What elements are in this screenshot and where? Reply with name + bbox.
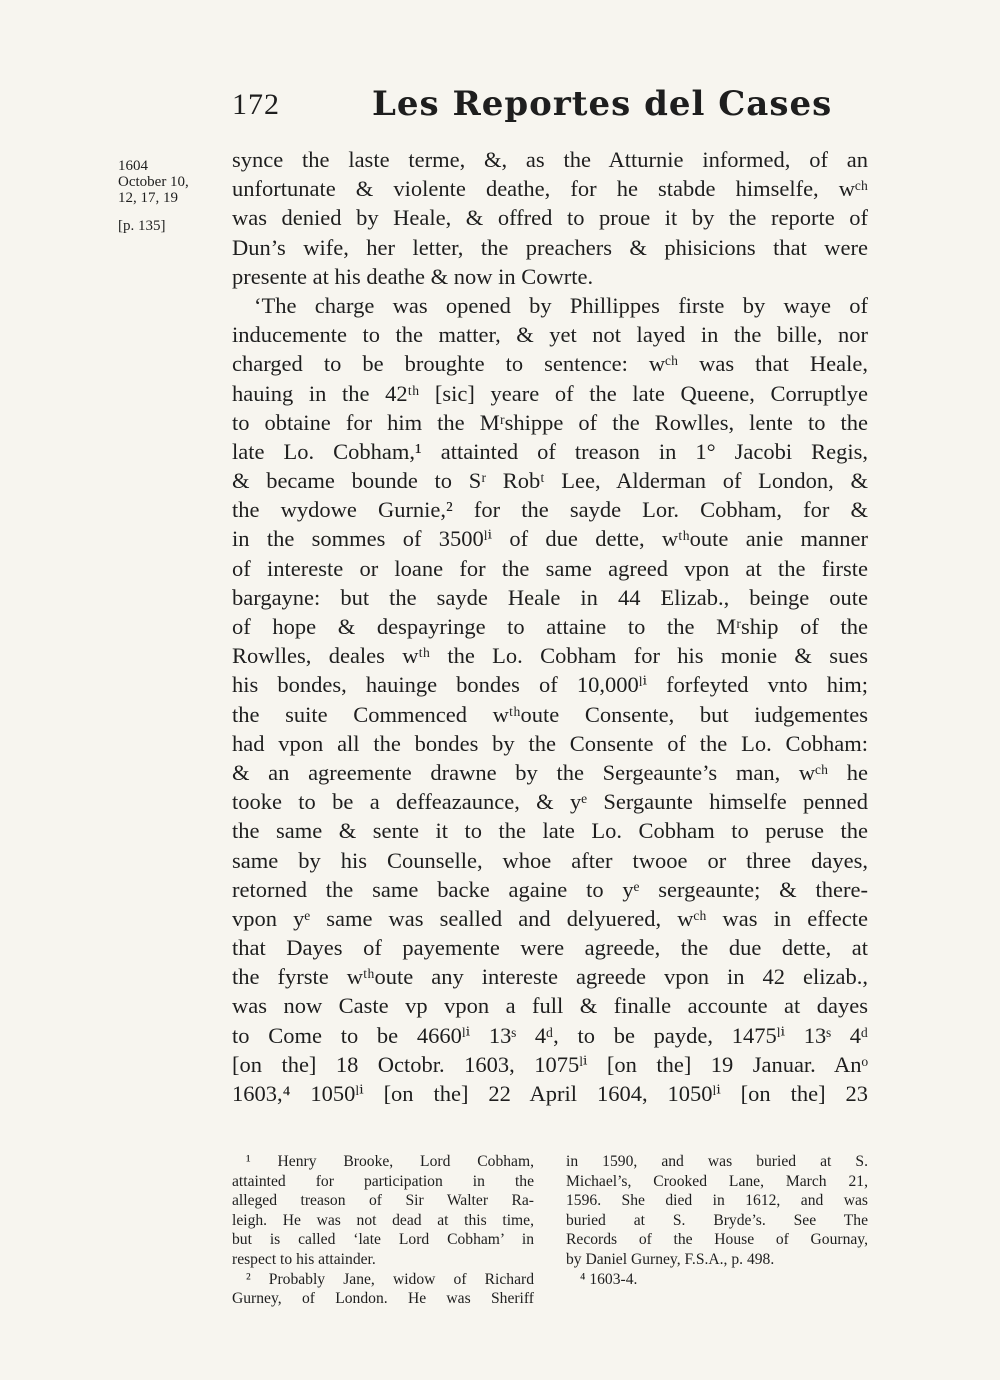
footnote-line: ⁴ 1603-4. — [580, 1270, 638, 1288]
text-line: & an agreemente drawne by the Sergeaunte’s man, wᶜʰ he — [232, 759, 868, 785]
footnote-line: leigh. He was not dead at this time, — [232, 1211, 534, 1229]
text-line: inducemente to the matter, & yet not layed in the bille, nor — [232, 322, 868, 348]
text-line: vpon yᵉ same was sealled and delyuered, wᶜʰ was in effecte — [232, 905, 868, 931]
footnote-line: but is called ‘late Lord Cobham’ in — [232, 1231, 534, 1249]
text-line: [on the] 18 Octobr. 1603, 1075ˡⁱ [on the] 19 Januar. Anᵒ — [232, 1051, 868, 1077]
page-number: 172 — [232, 88, 280, 121]
text-line: bargayne: but the sayde Heale in 44 Elizab., beinge oute — [232, 584, 868, 610]
body-text — [232, 145, 868, 1108]
text-line: ‘The charge was opened by Phillippes firste by waye of — [254, 292, 868, 318]
text-line: charged to be broughte to sentence: wᶜʰ was that Heale, — [232, 351, 868, 377]
text-line: was now Caste vp vpon a full & finalle accounte at dayes — [232, 993, 868, 1019]
text-line: the suite Commenced wᵗʰoute Consente, but iudgementes — [232, 701, 868, 727]
text-line: Rowlles, deales wᵗʰ the Lo. Cobham for his monie & sues — [232, 643, 868, 669]
running-title: Les Reportes del Cases — [372, 84, 833, 124]
margin-dates-line1: October 10, — [118, 174, 189, 190]
footnote-line: 1596. She died in 1612, and was — [566, 1192, 868, 1210]
footnote-line: Michael’s, Crooked Lane, March 21, — [566, 1172, 868, 1190]
text-line: of intereste or loane for the same agreed vpon at the firste — [232, 555, 868, 581]
text-line: late Lo. Cobham,¹ attainted of treason in 1° Jacobi Regis, — [232, 438, 868, 464]
text-line: hauing in the 42ᵗʰ [sic] yeare of the late Queene, Corruptlye — [232, 380, 868, 406]
footnote-line: alleged treason of Sir Walter Ra- — [232, 1192, 534, 1210]
text-line: the fyrste wᵗʰoute any intereste agreede vpon in 42 elizab., — [232, 964, 868, 990]
margin-notes — [118, 158, 218, 234]
footnotes — [232, 1152, 868, 1309]
text-line: the wydowe Gurnie,² for the sayde Lor. Cobham, for & — [232, 497, 868, 523]
text-line: was denied by Heale, & offred to proue it by the reporte of — [232, 205, 868, 231]
footnote-line: buried at S. Bryde’s. See The — [566, 1211, 868, 1229]
text-line: to obtaine for him the Mʳshippe of the Rowlles, lente to the — [232, 409, 868, 435]
text-line: had vpon all the bondes by the Consente of the Lo. Cobham: — [232, 730, 868, 756]
footnote-line: Gurney, of London. He was Sheriff — [232, 1290, 534, 1308]
margin-dates-line2: 12, 17, 19 — [118, 190, 178, 206]
text-line: that Dayes of payemente were agreede, the due dette, at — [232, 935, 868, 961]
footnotes-left-column — [232, 1152, 534, 1309]
text-line: & became bounde to Sʳ Robᵗ Lee, Alderman of London, & — [232, 468, 868, 494]
text-line: tooke to be a deffeazaunce, & yᵉ Sergaunte himselfe penned — [232, 789, 868, 815]
text-line: the same & sente it to the late Lo. Cobham to peruse the — [232, 818, 868, 844]
footnote-line: in 1590, and was buried at S. — [566, 1153, 868, 1170]
text-line: Dun’s wife, her letter, the preachers & phisicions that were — [232, 234, 868, 260]
text-line: unfortunate & violente deathe, for he stabde himselfe, wᶜʰ — [232, 176, 868, 202]
text-line: presente at his deathe & now in Cowrte. — [232, 263, 594, 289]
text-line: 1603,⁴ 1050ˡⁱ [on the] 22 April 1604, 1050ˡⁱ [on the] 23 — [232, 1081, 868, 1106]
margin-year: 1604 — [118, 158, 148, 174]
footnotes-right-column — [566, 1152, 868, 1309]
footnote-line: Records of the House of Gournay, — [566, 1231, 868, 1249]
text-line: his bondes, hauinge bondes of 10,000ˡⁱ forfeyted vnto him; — [232, 672, 868, 698]
footnote-line: ¹ Henry Brooke, Lord Cobham, — [246, 1153, 534, 1170]
text-line: to Come to be 4660ˡⁱ 13ˢ 4ᵈ, to be payde, 1475ˡⁱ 13ˢ 4ᵈ — [232, 1022, 868, 1048]
text-line: of hope & despayringe to attaine to the Mʳship of the — [232, 614, 868, 639]
footnote-line: ² Probably Jane, widow of Richard — [246, 1270, 534, 1288]
margin-page-ref: [p. 135] — [118, 218, 166, 234]
footnote-line: by Daniel Gurney, F.S.A., p. 498. — [566, 1250, 775, 1268]
text-line: retorned the same backe againe to yᵉ sergeaunte; & there- — [232, 876, 868, 902]
text-line: in the sommes of 3500ˡⁱ of due dette, wᵗʰoute anie manner — [232, 526, 868, 552]
text-line: synce the laste terme, &, as the Atturnie informed, of an — [232, 147, 868, 172]
footnote-line: attainted for participation in the — [232, 1172, 534, 1190]
text-line: same by his Counselle, whoe after twooe or three dayes, — [232, 847, 868, 873]
footnote-line: respect to his attainder. — [232, 1250, 376, 1268]
